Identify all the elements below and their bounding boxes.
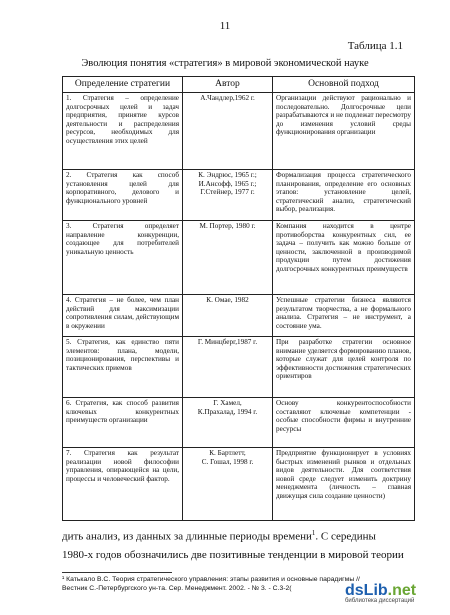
approach-cell	[273, 221, 415, 295]
author-cell	[183, 398, 273, 448]
table-row	[63, 170, 415, 221]
author-text: Г. Минцберг,1987 г.	[197, 338, 258, 346]
definition-text: 7. Стратегия как результат реализации новой философии управления, опирающейся на цели, процессы и человеческий фактор.	[66, 449, 179, 483]
author-text: К. Омае, 1982	[206, 296, 249, 304]
definition-cell	[63, 93, 183, 170]
definition-cell	[63, 295, 183, 337]
author-text: А.Чандлер,1962 г.	[200, 94, 255, 102]
approach-cell	[273, 295, 415, 337]
dslib-watermark-logo	[345, 582, 445, 604]
approach-text: Предприятие функционирует в условиях быстрых изменений рынков и отдельных видов деятельности. Для соответствия новой среде следует изменить доктрину менеджмента (личность – главная движущая сила создание ценности)	[276, 449, 411, 500]
body-text: . С середины	[315, 530, 376, 543]
author-cell	[183, 295, 273, 337]
author-cell	[183, 448, 273, 521]
definition-cell	[63, 170, 183, 221]
author-cell	[183, 337, 273, 398]
author-text: Г. Хамел, К.Прахалад, 1994 г.	[197, 399, 258, 416]
author-cell	[183, 221, 273, 295]
header-definition: Определение стратегии	[63, 77, 183, 93]
table-row	[63, 93, 415, 170]
author-cell	[183, 170, 273, 221]
author-text: К. Эндрюс, 1965 г.; И.Ансофф, 1965 г.; Г.Стейнер, 1977 г.	[198, 171, 257, 197]
definition-cell	[63, 337, 183, 398]
approach-text: Компания находится в центре противоборства конкурентных сил, ее задача – получить как можно больше от ценности, заключенной в производимой продукции путем достижения долгосрочных конкурентных преимуществ	[276, 222, 411, 273]
definition-cell	[63, 221, 183, 295]
body-text-line: 1980-х годов обозначились две позитивные тенденции в мировой теории	[62, 549, 404, 561]
table-row	[63, 337, 415, 398]
body-text: дить анализ, из данных за длинные периоды времени	[62, 530, 312, 543]
definition-text: 1. Стратегия – определение долгосрочных целей и задач предприятия, принятие курсов деятельности и распределения ресурсов, необходимых для осуществления этих целей	[66, 94, 179, 145]
approach-cell	[273, 337, 415, 398]
strategy-evolution-table	[62, 76, 415, 521]
watermark-name: dsLib.net	[345, 582, 417, 599]
table-row	[63, 295, 415, 337]
definition-text: 4. Стратегия – не более, чем план действий для максимизации сопротивления силам, действующим в окружении	[66, 296, 179, 330]
definition-cell	[63, 448, 183, 521]
author-text: М. Портер, 1980 г.	[199, 222, 256, 230]
definition-text: 3. Стратегия определяет направление конкуренции, создающее для потребителей уникальную ценность	[66, 222, 179, 256]
definition-text: 6. Стратегия, как способ развития ключевых конкурентных преимуществ организации	[66, 399, 179, 425]
watermark-subtitle: библиотека диссертаций	[345, 598, 415, 604]
table-title: Эволюция понятия «стратегия» в мировой экономической науке	[81, 58, 369, 69]
header-author: Автор	[183, 77, 273, 93]
approach-cell	[273, 170, 415, 221]
approach-cell	[273, 93, 415, 170]
approach-cell	[273, 398, 415, 448]
body-text-line	[62, 529, 414, 543]
approach-text: Успешные стратегии бизнеса являются результатом творчества, а не формального анализа. Стратегия – не инструмент, а состояние ума.	[276, 296, 411, 330]
table-label: Таблица 1.1	[347, 40, 403, 52]
footnote: ¹ Катькало В.С. Теория стратегического управления: этапы развития и основные парадигмы // Вестник С.-Петербургского ун-та. Сер. Менеджмент. 2002. - № 3. - С.3-2(	[62, 576, 360, 592]
table-header-row	[63, 77, 415, 93]
approach-text: При разработке стратегии основное внимание уделяется формированию планов, которые служат для целей контроля по эффективности достижения стратегических ориентиров	[276, 338, 411, 381]
header-approach: Основной подход	[273, 77, 415, 93]
approach-text: Формализация процесса стратегического планирования, определение его основных этапов: установление целей, стратегический анализ, стратегический выбор, реализация.	[276, 171, 411, 214]
author-text: К. Бартлетт, С. Гошал, 1998 г.	[201, 449, 254, 466]
definition-text: 2. Стратегия как способ установления целей для корпоративного, делового и функционального уровней	[66, 171, 179, 205]
approach-text: Основу конкурентоспособности составляют ключевые компетенции - особые способности фирмы и внутренние ресурсы	[276, 399, 411, 433]
definition-cell	[63, 398, 183, 448]
footnote-marker[interactable]: 1	[311, 529, 316, 537]
approach-text: Организации действуют рационально и последовательно. Долгосрочные цели разрабатываются и не подлежат пересмотру до изменения условий среды функционирования организации	[276, 94, 411, 137]
author-cell	[183, 93, 273, 170]
definition-text: 5. Стратегия, как единство пяти элементов: плана, модели, позиционирования, перспективы и тактических приемов	[66, 338, 179, 372]
footnote-divider	[62, 572, 172, 573]
table-row	[63, 448, 415, 521]
approach-cell	[273, 448, 415, 521]
table-row	[63, 221, 415, 295]
table-row	[63, 398, 415, 448]
page-number: 11	[219, 20, 231, 32]
